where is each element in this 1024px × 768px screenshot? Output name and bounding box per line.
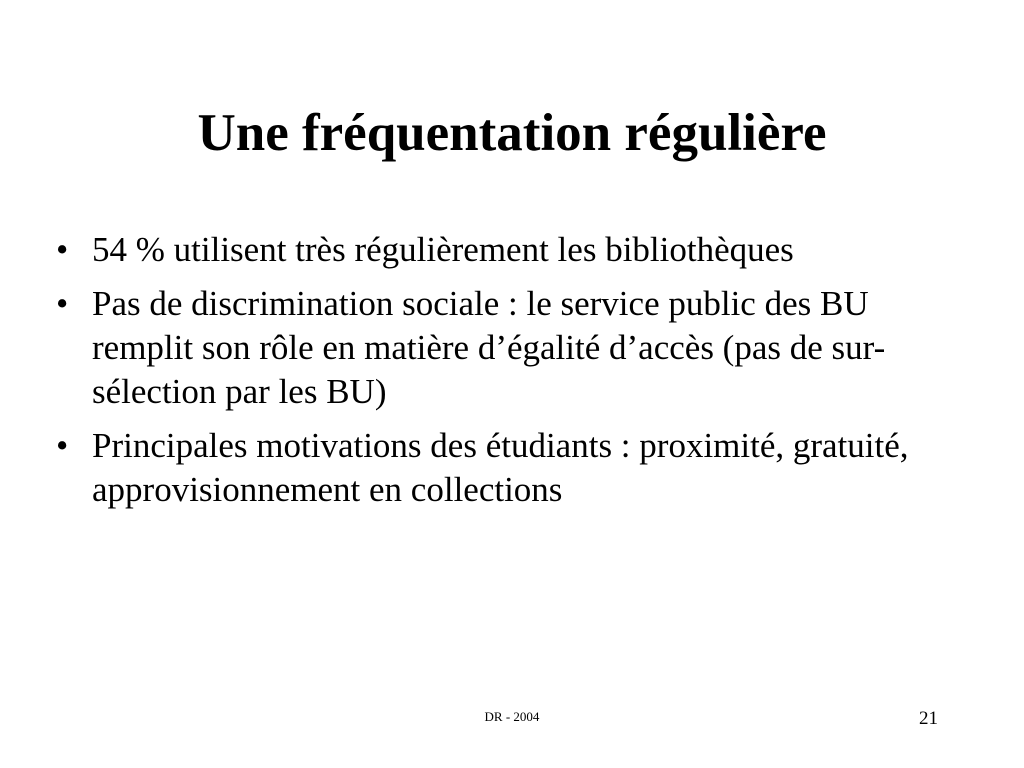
bullet-icon: •: [56, 284, 69, 323]
bullet-icon: •: [56, 230, 69, 269]
bullet-text: 54 % utilisent très régulièrement les bibliothèques: [92, 230, 794, 269]
bullet-icon: •: [56, 426, 69, 465]
bullet-list: [56, 228, 976, 522]
page-number: 21: [919, 708, 938, 729]
slide-title: Une fréquentation régulière: [197, 104, 827, 162]
footer-text: DR - 2004: [484, 709, 540, 724]
bullet-text: Principales motivations des étudiants : proximité, gratuité, approvisionnement en collections: [92, 426, 909, 509]
bullet-item: [56, 424, 976, 512]
bullet-text: Pas de discrimination sociale : le service public des BU remplit son rôle en matière d’égalité d’accès (pas de sur-sélection par les BU): [92, 284, 886, 411]
bullet-item: [56, 228, 976, 272]
bullet-item: [56, 282, 976, 414]
